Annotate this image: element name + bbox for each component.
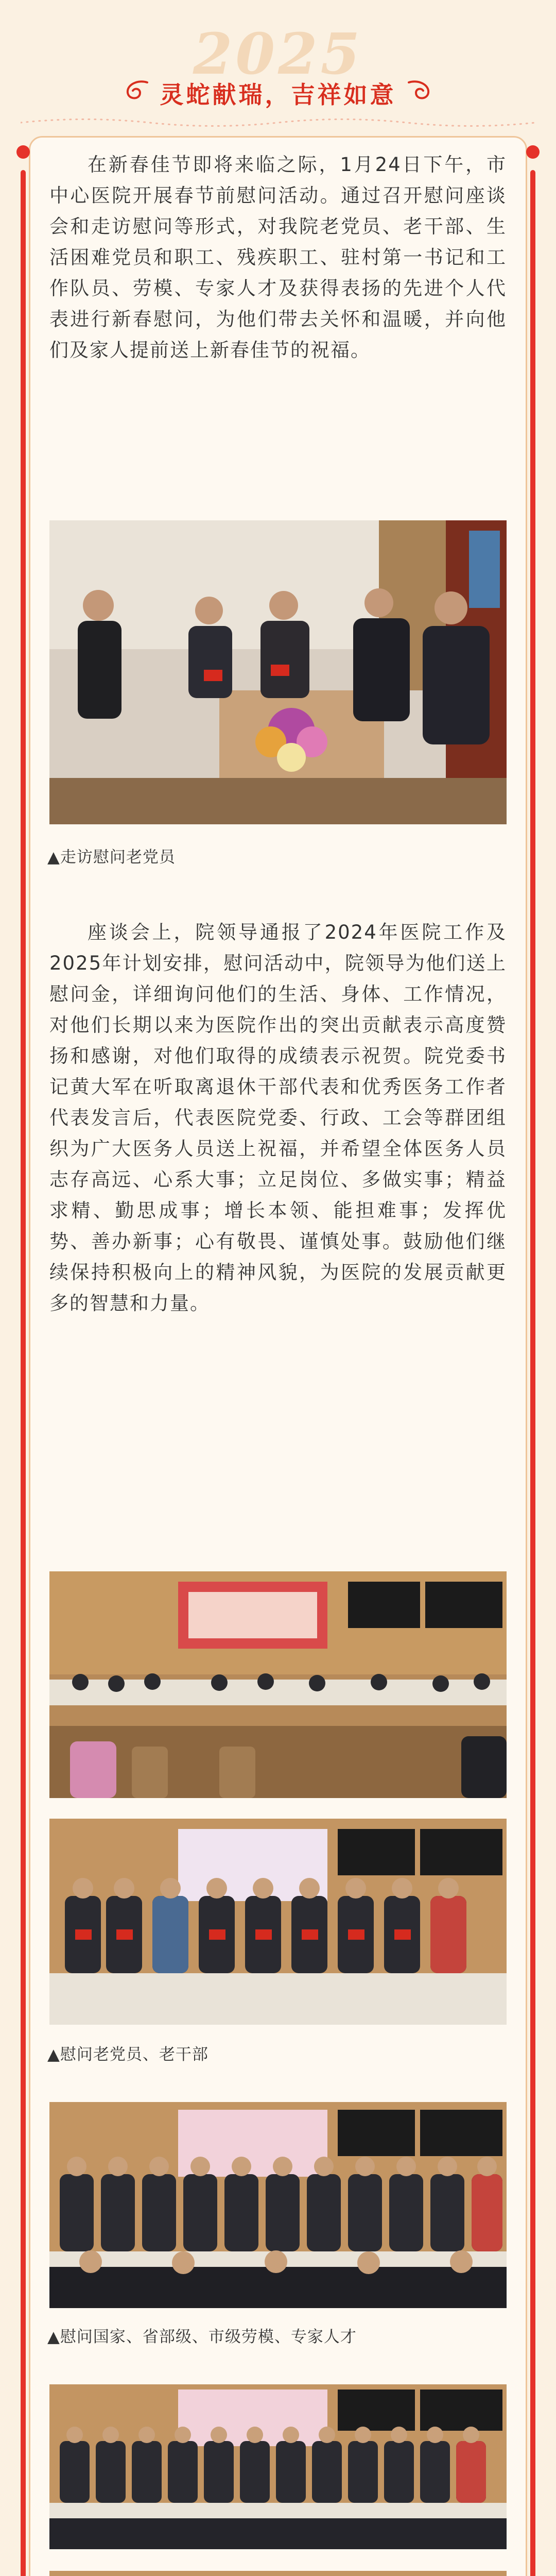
header-banner (0, 0, 556, 129)
intro-paragraph: 在新春佳节即将来临之际，1月24日下午，市中心医院开展春节前慰问活动。通过召开慰问座谈会和走访慰问等形式，对我院老党员、老干部、生活困难党员和职工、残疾职工、驻村第一书记和工作队员、劳模、专家人才及获得表扬的先进个人代表进行新春慰问，为他们带去关怀和温暖，并向他们及家人提前送上新春佳节的祝福。 (49, 154, 507, 361)
slogan: 灵蛇献瑞，吉祥如意 (160, 81, 396, 109)
photo-symposium-meeting (49, 1571, 507, 1798)
meeting-illustration (49, 1571, 507, 1798)
caption-home-visit: ▲走访慰问老党员 (47, 848, 176, 867)
photo-award-recipients-2 (49, 2571, 507, 2576)
photo-home-visit (49, 520, 507, 824)
award-recipients-illustration-1 (49, 2384, 507, 2549)
left-red-border (21, 170, 26, 2576)
model-workers-illustration (49, 2102, 507, 2308)
award-recipients-illustration-2 (49, 2571, 507, 2576)
caption-model-workers: ▲慰问国家、省部级、市级劳模、专家人才 (47, 2328, 357, 2346)
photo-group-old-cadres (49, 1819, 507, 2025)
group-photo-illustration (49, 1819, 507, 2025)
year-title: 2025 (193, 21, 363, 87)
photo-group-model-workers (49, 2102, 507, 2308)
corner-dot-top-right (526, 145, 540, 159)
right-swirl-ornament (407, 77, 433, 103)
home-visit-illustration (49, 520, 507, 824)
corner-dot-top-left (16, 145, 30, 159)
right-red-border (530, 170, 535, 2576)
dotted-wave-divider (21, 116, 535, 129)
symposium-paragraph: 座谈会上，院领导通报了2024年医院工作及2025年计划安排，慰问活动中，院领导为他们送上慰问金，详细询问他们的生活、身体、工作情况，对他们长期以来为医院作出的突出贡献表示高度赞扬和感谢，对他们取得的成绩表示祝贺。院党委书记黄大军在听取离退休干部代表和优秀医务工作者代表发言后，代表医院党委、行政、工会等群团组织为广大医务人员送上祝福，并希望全体医务人员志存高远、心系大事；立足岗位、多做实事；精益求精、勤思成事；增长本领、能担难事；发挥优势、善办新事；心有敬畏、谨慎处事。鼓励他们继续保持积极向上的精神风貌，为医院的发展贡献更多的智慧和力量。 (49, 921, 507, 1314)
caption-old-cadres: ▲慰问老党员、老干部 (47, 2045, 208, 2064)
photo-award-recipients-1 (49, 2384, 507, 2549)
